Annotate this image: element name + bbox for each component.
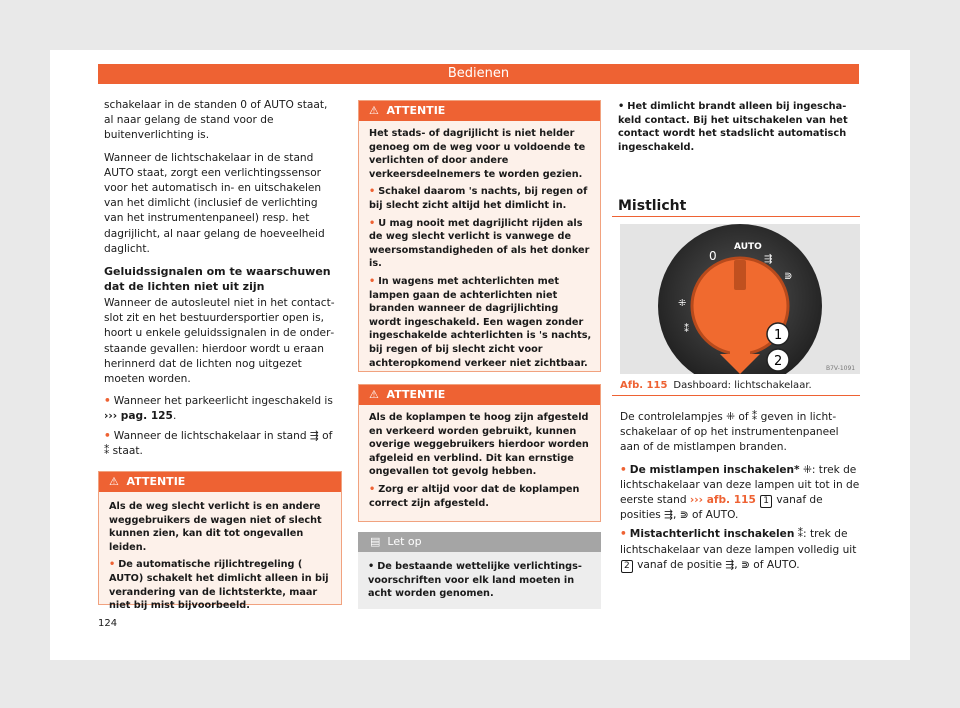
header-title: Bedienen xyxy=(447,66,510,81)
paragraph: De controlelampjes ⁜ of ⁑ geven in lichtschakelaar of op het instrumentenpaneel aan of de mistlampen branden. xyxy=(620,411,839,454)
warning-icon: ⚠ xyxy=(109,475,119,488)
column-1 xyxy=(104,98,340,463)
bullet-item: • Wanneer de lichtschakelaar in stand ⇶ of ⁑ staat. xyxy=(104,429,333,457)
figure-light-switch xyxy=(620,224,860,374)
warning-icon: ⚠ xyxy=(369,104,379,117)
section-title: Mistlicht xyxy=(618,198,687,214)
warning-box xyxy=(358,100,601,372)
bullet-item: • Het dimlicht brandt alleen bij ingeschakeld contact. Bij het uitschakelen van het contact wordt het stadslicht automatisch ingeschakeld. xyxy=(618,101,848,153)
info-icon: ▤ xyxy=(370,535,381,548)
knob-grip xyxy=(734,260,746,290)
warning-bullet: • In wagens met achterlichten met lampen gaan de achterlichten niet branden wanneer de dagrijlichting wordt ingeschakeld. Een wagen zonder ingeschakelde achterlichten is 's nachts, bij regen of bij slecht zicht voor achteropkomend verkeer niet zichtbaar. xyxy=(369,275,592,369)
warning-bullet: • U mag nooit met dagrijlicht rijden als de weg slecht verlicht is vanwege de weersomstandigheden of als het donker is. xyxy=(369,217,590,270)
warning-text: Het stads- of dagrijlicht is niet helder genoeg om de weg voor u voldoende te verlichten of door andere verkeersdeelnemers te worden gezien. xyxy=(369,128,586,180)
figure-code: B7V-1091 xyxy=(826,365,856,372)
figure-caption: Afb. 115 Dashboard: lichtschakelaar. xyxy=(620,380,812,391)
low-beam-icon: ⋑ xyxy=(784,271,793,282)
note-box: ▤ Let op • De bestaande wettelijke verlichtingsvoorschriften voor elk land moeten in acht worden genomen. xyxy=(358,532,601,609)
callout-1-label: 1 xyxy=(774,328,783,343)
warning-bullet: • Zorg er altijd voor dat de koplampen correct zijn afgesteld. xyxy=(369,483,580,509)
warning-icon: ⚠ xyxy=(369,388,379,401)
position-light-icon: ⇶ xyxy=(764,254,773,265)
bullet-icon: • xyxy=(104,395,111,408)
warning-bullet: • Schakel daarom 's nachts, bij regen of bij slecht zicht altijd het dimlicht in. xyxy=(369,186,588,211)
warning-text: Als de weg slecht verlicht is en andere weggebruikers de wagen niet of slecht kunnen zien, kan dit tot ongevallen leiden. xyxy=(109,501,322,553)
figure-link[interactable]: ››› afb. 115 xyxy=(689,494,756,507)
note-header: ▤ Let op xyxy=(358,532,601,552)
label-zero: 0 xyxy=(709,249,717,263)
bullet-item: • Mistachterlicht inschakelen ⁑: trek de lichtschakelaar van deze lampen volledig uit 2 vanaf de positie ⇶, ⋑ of AUTO. xyxy=(620,528,857,571)
pull-arrow-shaft xyxy=(730,338,750,356)
section-header xyxy=(98,64,859,84)
column-3 xyxy=(618,100,858,158)
warning-header: ⚠ ATTENTIE xyxy=(359,385,600,405)
subheading: Geluidssignalen om te waarschuwen dat de lichten niet uit zijn xyxy=(104,265,331,294)
page-number: 124 xyxy=(98,618,118,629)
column-3-body xyxy=(620,410,860,577)
bullet-icon: • xyxy=(104,429,111,442)
paragraph: Wanneer de lichtschakelaar in de stand AUTO staat, zorgt een verlichtingssensor voor het automatisch in- en uitschakelen van het dimlicht (inclusief de verlichting van het instrumentenpaneel) resp. het dagrijlicht, al naar gelang de hoeveelheid daglicht. xyxy=(104,151,325,255)
warning-box xyxy=(358,384,601,522)
caption-divider xyxy=(612,395,860,396)
warning-text: Als de koplampen te hoog zijn afgesteld en verkeerd worden gebruikt, kunnen overige weggebruikers hierdoor worden afgeleid en verblind. Dit kan ernstige ongevallen tot gevolg hebben. xyxy=(369,412,589,478)
rear-fog-icon: ⁑ xyxy=(684,324,689,335)
front-fog-icon: ⁜ xyxy=(678,298,687,309)
callout-2-label: 2 xyxy=(774,354,783,369)
paragraph: Wanneer de autosleutel niet in het contactslot zit en het bestuurdersportier open is, hoort u enkele geluidssignalen in de onderstaande gevallen: hierdoor wordt u eraan herinnerd dat de lichten nog uitgezet moeten worden. xyxy=(104,297,335,386)
bullet-item: • Wanneer het parkeerlicht ingeschakeld is ››› pag. 125. xyxy=(104,395,333,423)
label-auto: AUTO xyxy=(734,242,762,252)
section-divider xyxy=(612,216,860,217)
warning-header: ⚠ ATTENTIE xyxy=(99,472,341,492)
page-link[interactable]: ››› pag. 125 xyxy=(104,410,173,423)
note-text: De bestaande wettelijke verlichtingsvoorschriften voor elk land moeten in acht worden genomen. xyxy=(368,561,582,600)
bullet-item: • De mistlampen inschakelen* ⁜: trek de lichtschakelaar van deze lampen uit tot in de eerste stand ››› afb. 115 1 vanaf de posities ⇶, ⋑ of AUTO. xyxy=(620,463,860,522)
warning-bullet: • De automatische rijlichtregeling ( AUTO) schakelt het dimlicht alleen in bij verandering van de lichtsterkte, maar niet bij mist bijvoorbeeld. xyxy=(109,559,329,612)
light-switch-illustration xyxy=(620,224,860,374)
warning-box xyxy=(98,471,342,612)
paragraph: schakelaar in de standen 0 of AUTO staat, al naar gelang de stand voor de buitenverlichting is. xyxy=(104,99,328,142)
warning-header: ⚠ ATTENTIE xyxy=(359,101,600,121)
